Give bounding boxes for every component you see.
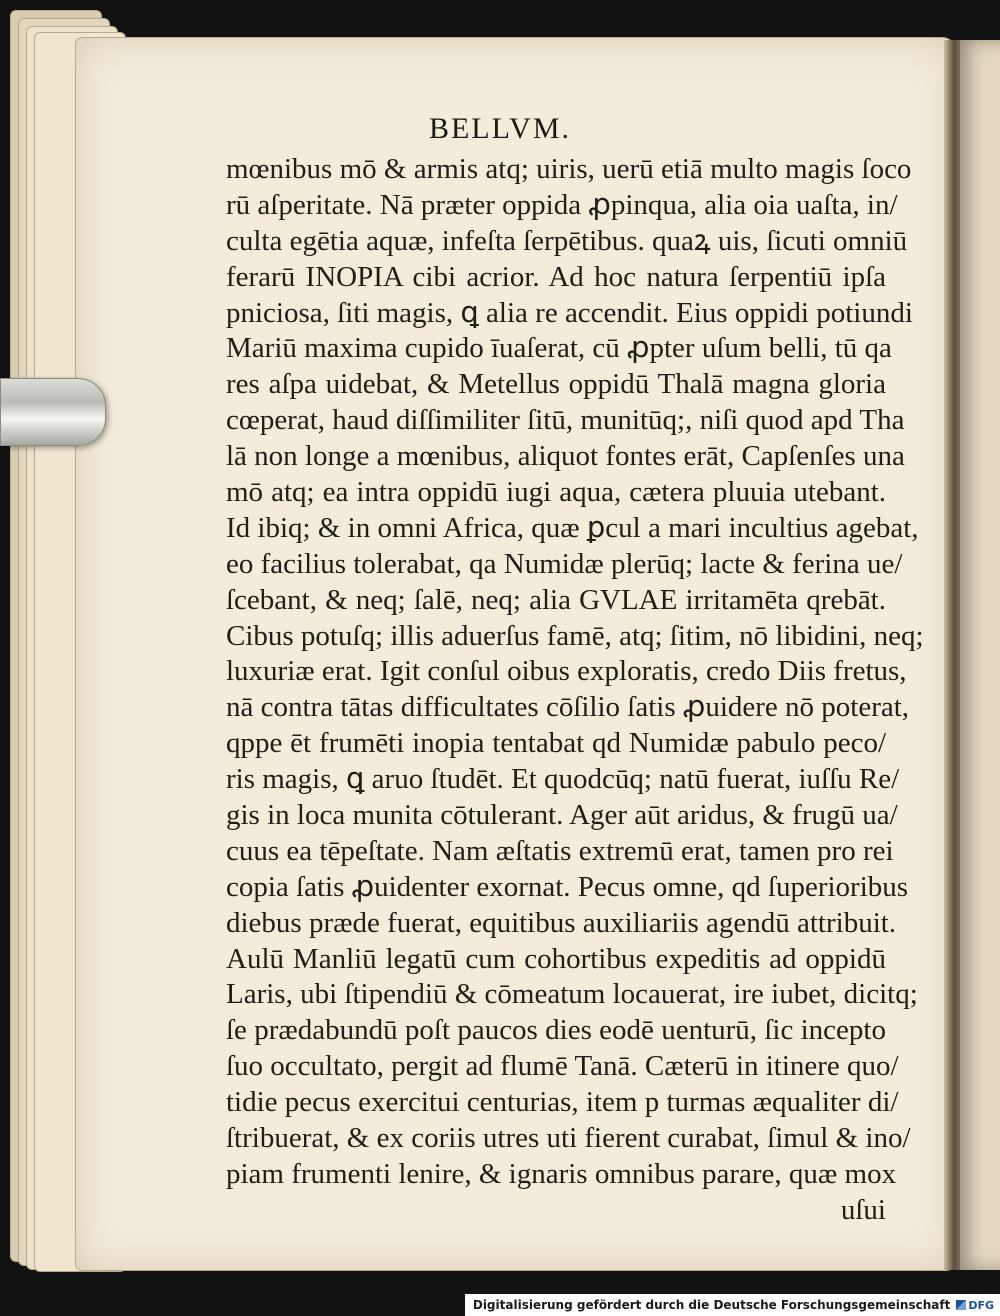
text-line: Laris, ubi ſtipendiū & cōmeatum locauerat, ire iubet, dicitq; [226,978,918,1011]
text-line: ſtribuerat, & ex coriis utres uti fierent curabat, ſimul & ino/ [226,1122,911,1155]
text-block [226,152,924,1229]
text-line: uſui [840,1193,886,1226]
footer-text: Digitalisierung gefördert durch die Deutsche Forschungsgemeinschaft [472,1298,951,1312]
page-clip [0,378,106,446]
text-line: luxuriæ erat. Igit conſul oibus exploratis, credo Diis fretus, [226,655,907,688]
text-line: ferarū INOPIA cibi acrior. Ad hoc natura ſerpentiū ipſa [226,260,886,293]
dfg-logo [956,1299,994,1312]
footer-credit [465,1294,1000,1316]
text-line: ſe prædabundū poſt paucos dies eodē uenturū, ſic incepto [226,1014,886,1047]
text-line: cuus ea tēpeſtate. Nam æſtatis extremū erat, tamen pro rei [226,834,894,867]
text-line: nā contra tātas difficultates cōſilio ſatis ꝓuidere nō poterat, [226,691,910,724]
text-line: ſuo occultato, pergit ad flumē Tanā. Cæterū in itinere quo/ [226,1050,899,1083]
text-line: qppe ēt frumēti inopia tentabat qd Numidæ pabulo peco/ [226,727,886,760]
text-line: cœperat, haud diſſimiliter ſitū, munitūq;, niſi quod apd Tha [226,404,905,437]
text-line: Aulū Manliū legatū cum cohortibus expeditis ad oppidū [226,942,886,975]
running-head: BELLVM. [428,112,572,145]
facing-page [960,40,1000,1270]
text-line: Mariū maxima cupido īuaſerat, cū ꝓpter uſum belli, tū qa [226,332,892,365]
text-line: tidie pecus exercitui centurias, item p turmas æqualiter di/ [226,1086,899,1119]
text-line: ſcebant, & neq; ſalē, neq; alia GVLAE irritamēta qrebāt. [226,583,886,616]
text-line: eo facilius tolerabat, qa Numidæ plerūq; lacte & ferina ue/ [226,547,903,580]
text-line: copia ſatis ꝓuidenter exornat. Pecus omne, qd ſuperioribus [226,870,909,903]
text-line: mœnibus mō & armis atq; uiris, uerū etiā multo magis ſoco [226,153,912,185]
text-line: lā non longe a mœnibus, aliquot fontes erāt, Capſenſes una [226,440,905,473]
text-line: ris magis, ꝗ aruo ſtudēt. Et quodcūq; natū fuerat, iuſſu Re/ [226,763,900,796]
text-line: culta egētia aquæ, infeſta ſerpētibus. quaꝝ uis, ſicuti omniū [226,224,908,257]
text-line: mō atq; ea intra oppidū iugi aqua, cætera pluuia utebant. [226,476,886,509]
text-line: res aſpa uidebat, & Metellus oppidū Thalā magna gloria [226,368,886,401]
text-line: rū aſperitate. Nā præter oppida ꝓpinqua, alia oia uaſta, in/ [226,188,898,221]
text-line: piam frumenti lenire, & ignaris omnibus parare, quæ mox [226,1157,897,1190]
text-line: diebus præde fuerat, equitibus auxiliariis agendū attribuit. [226,906,897,939]
text-line: pniciosa, ſiti magis, ꝗ alia re accendit. Eius oppidi potiundi [226,296,913,329]
dfg-logo-text: DFG [968,1298,994,1312]
dfg-logo-icon [956,1300,966,1310]
text-line: Cibus potuſq; illis aduerſus famē, atq; ſitim, nō libidini, neq; [226,619,924,652]
text-line: gis in loca munita cōtulerant. Ager aūt aridus, & frugū ua/ [226,799,898,832]
text-line: Id ibiq; & in omni Africa, quæ ꝑcul a mari incultius agebat, [226,511,919,544]
